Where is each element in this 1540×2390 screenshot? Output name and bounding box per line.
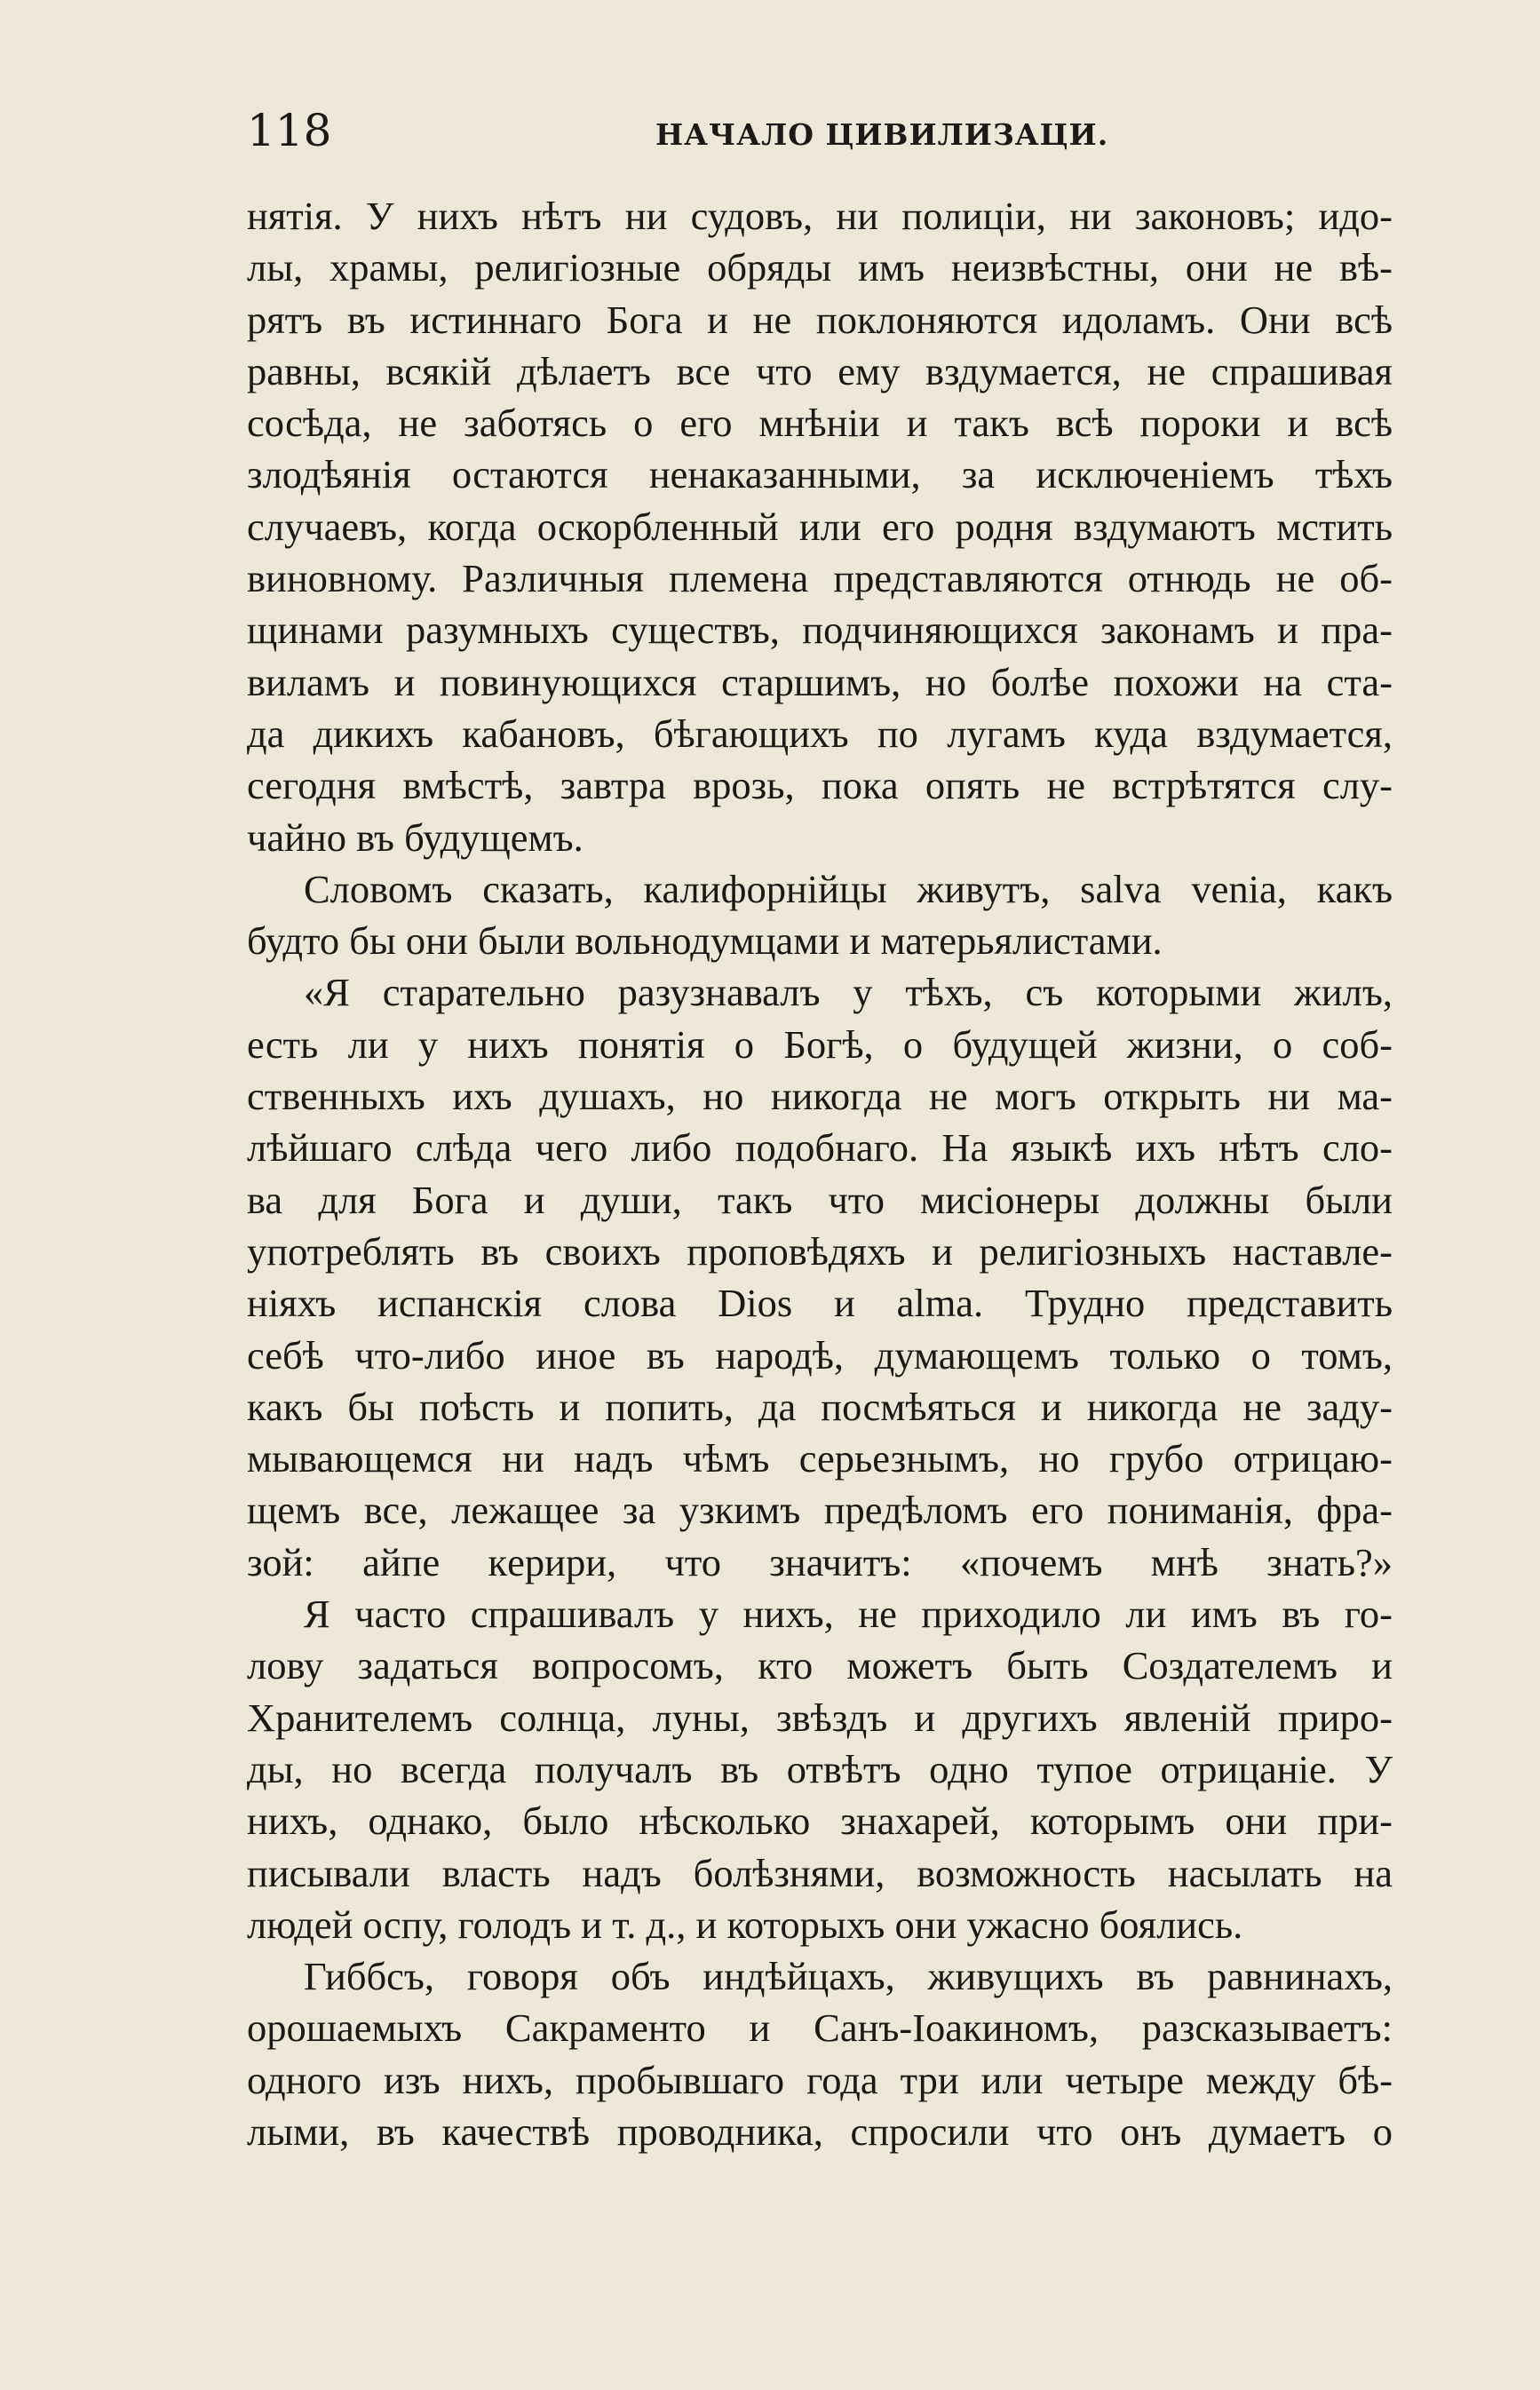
text-line: «Я старательно разузнавалъ у тѣхъ, съ которыми жилъ,	[304, 970, 1393, 1015]
text-line: злодѣянія остаются ненаказанными, за исключеніемъ тѣхъ	[247, 452, 1393, 497]
text-line: ва для Бога и души, такъ что мисіонеры должны были	[247, 1177, 1393, 1222]
text-line: чайно въ будущемъ.	[247, 814, 583, 860]
text-line: рятъ въ истиннаго Бога и не поклоняются идоламъ. Они всѣ	[247, 297, 1393, 342]
text-line: мывающемся ни надъ чѣмъ серьезнымъ, но грубо отрицаю-	[247, 1436, 1393, 1481]
text-line: лову задаться вопросомъ, кто можетъ быть Создателемъ и	[247, 1643, 1393, 1688]
page-number: 118	[247, 105, 332, 156]
text-line: есть ли у нихъ понятія о Богѣ, о будущей жизни, о соб-	[247, 1021, 1393, 1067]
text-line: лыми, въ качествѣ проводника, спросили что онъ думаетъ о	[247, 2108, 1393, 2154]
text-line: Словомъ сказать, калифорнійцы живутъ, salva venia, какъ	[304, 866, 1393, 911]
running-head: НАЧАЛО ЦИВИЛИЗАЦИ.	[655, 117, 1109, 152]
text-line: зой: айпе кeрири, что значитъ: «почемъ мнѣ знать?»	[247, 1539, 1393, 1584]
text-line: себѣ что-либо иное въ народѣ, думающемъ только о томъ,	[247, 1332, 1393, 1378]
text-line: случаевъ, когда оскорбленный или его родня вздумаютъ мстить	[247, 504, 1393, 549]
text-line: Я часто спрашивалъ у нихъ, не приходило ли имъ въ го-	[304, 1592, 1393, 1637]
text-line: виновному. Различныя племена представляются отнюдь не об-	[247, 556, 1393, 601]
text-line: равны, всякій дѣлаетъ все что ему вздумается, не спрашивая	[247, 348, 1393, 393]
text-line: Гиббсъ, говоря объ индѣйцахъ, живущихъ въ равнинахъ,	[304, 1954, 1393, 1999]
body-text	[247, 190, 1393, 2157]
text-line: людей оспу, голодъ и т. д., и которыхъ они ужасно боялись.	[247, 1902, 1243, 1947]
text-line: щемъ все, лежащее за узкимъ предѣломъ его пониманія, фра-	[247, 1488, 1393, 1533]
text-line: ніяхъ испанскія слова Dios и alma. Трудно представить	[247, 1281, 1393, 1326]
text-line: одного изъ нихъ, пробывшаго года три или четыре между бѣ-	[247, 2057, 1393, 2102]
text-line: ственныхъ ихъ душахъ, но никогда не могъ открыть ни ма-	[247, 1074, 1393, 1119]
text-line: нятія. У нихъ нѣтъ ни судовъ, ни полиціи, ни законовъ; идо-	[247, 194, 1393, 238]
text-line: писывали власть надъ болѣзнями, возможность насылать на	[247, 1850, 1393, 1895]
text-line: нихъ, однако, было нѣсколько знахарей, которымъ они при-	[247, 1798, 1393, 1844]
text-line: будто бы они были вольнодумцами и матерьялистами.	[247, 918, 1163, 964]
text-line: щинами разумныхъ существъ, подчиняющихся законамъ и пра-	[247, 607, 1393, 653]
text-line: да дикихъ кабановъ, бѣгающихъ по лугамъ куда вздумается,	[247, 711, 1393, 756]
text-line: лѣйшаго слѣда чего либо подобнаго. На языкѣ ихъ нѣтъ сло-	[247, 1125, 1393, 1171]
text-line: употреблять въ своихъ проповѣдяхъ и религіозныхъ наставле-	[247, 1228, 1393, 1274]
text-line: виламъ и повинующихся старшимъ, но болѣе похожи на ста-	[247, 659, 1393, 704]
text-line: лы, храмы, религіозные обряды имъ неизвѣстны, они не вѣ-	[247, 245, 1393, 290]
text-line: сегодня вмѣстѣ, завтра врозь, пока опять не встрѣтятся слу-	[247, 763, 1393, 808]
text-line: сосѣда, не заботясь о его мнѣніи и такъ всѣ пороки и всѣ	[247, 401, 1393, 446]
text-line: орошаемыхъ Сакраменто и Санъ-Іоакиномъ, разсказываетъ:	[247, 2005, 1393, 2051]
text-line: Хранителемъ солнца, луны, звѣздъ и другихъ явленій приро-	[247, 1695, 1393, 1740]
text-line: ды, но всегда получалъ въ отвѣтъ одно тупое отрицаніе. У	[247, 1746, 1393, 1791]
page-header	[247, 98, 1393, 169]
text-line: какъ бы поѣсть и попить, да посмѣяться и никогда не заду-	[247, 1384, 1393, 1429]
